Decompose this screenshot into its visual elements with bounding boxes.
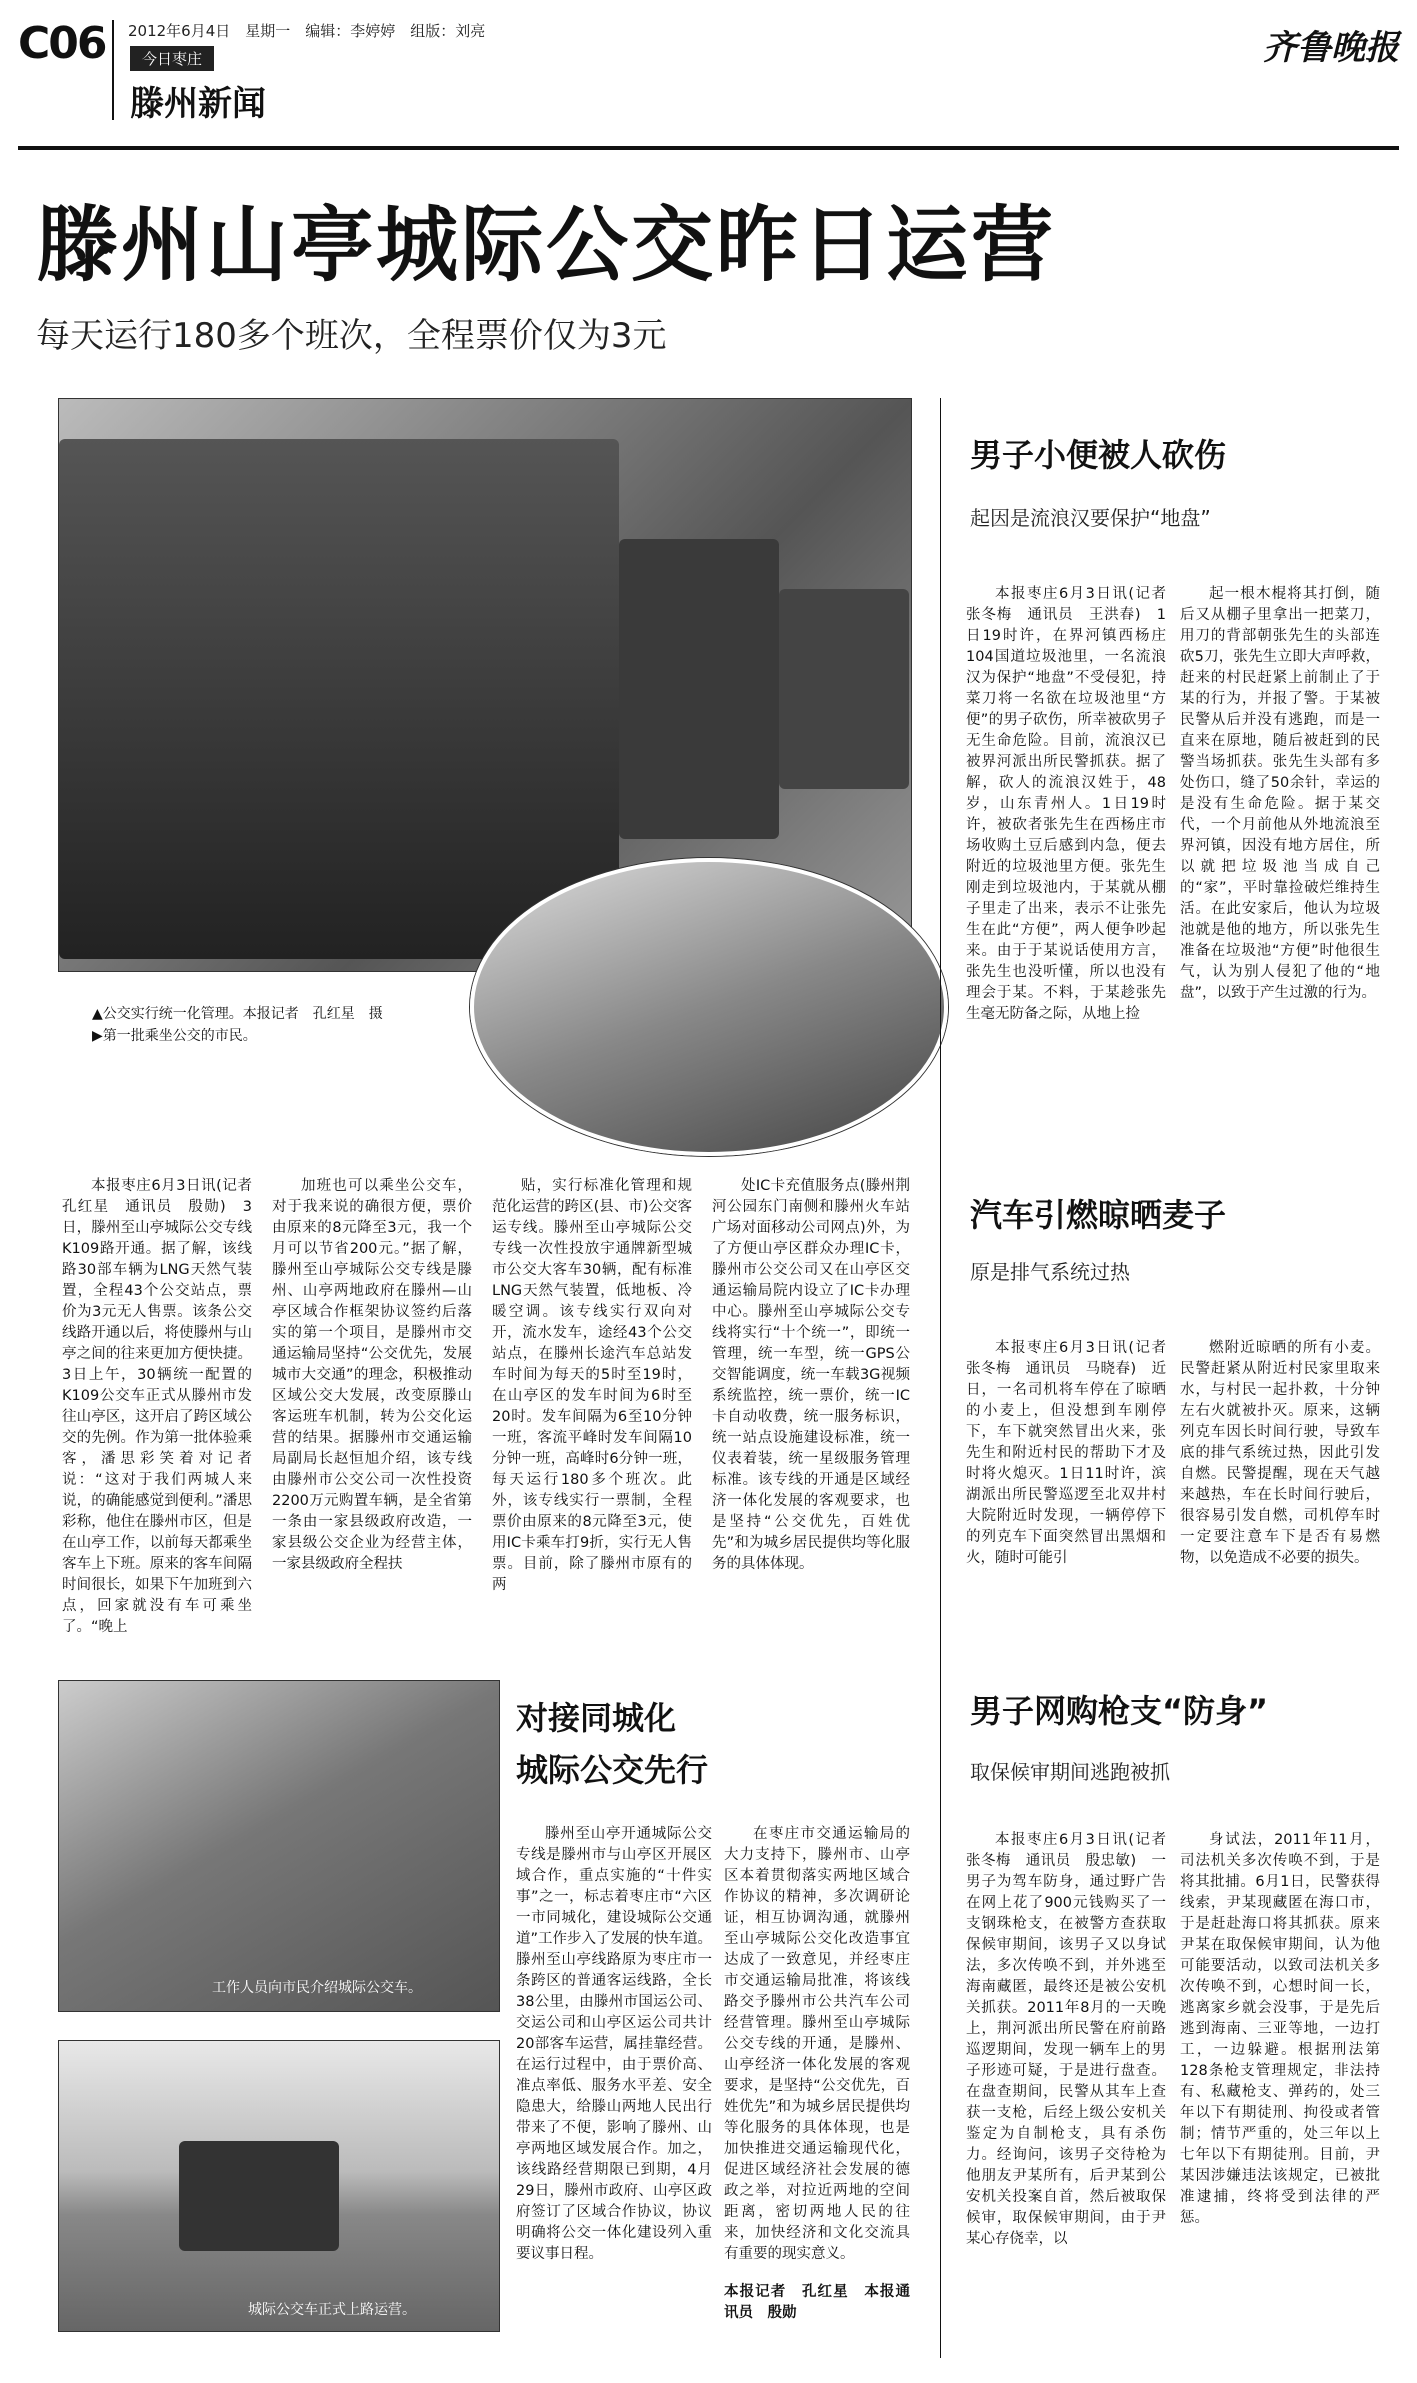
issue-meta: 2012年6月4日 星期一 编辑：李婷婷 组版：刘亮 <box>128 22 486 40</box>
sidebar-story-1-col-2: 起一根木棍将其打倒，随后又从棚子里拿出一把菜刀，用刀的背部朝张先生的头部连砍5刀，张先生立即大声呼救，赶来的村民赶紧上前制止了于某的行为，并报了警。于某被民警从后并没有逃跑，而是一直来在原地，随后被赶到的民警当场抓获。张先生头部有多处伤口，缝了50余针，幸运的是没有生命危险。据于某交代，一个月前他从外地流浪至界河镇，因没有地方居住，所以就把垃圾池当成自己的“家”，平时靠捡破烂维持生活。在此安家后，他认为垃圾池就是他的地方，所以张先生准备在垃圾池“方便”时他很生气，认为别人侵犯了他的“地盘”，以致于产生过激的行为。 <box>1180 586 1380 1001</box>
header-divider <box>112 20 114 120</box>
section-tag: 今日枣庄 <box>130 46 214 71</box>
sidebar-story-3-col-2: 身试法，2011年11月，司法机关多次传唤不到，于是将其批捕。6月1日，民警获得线索，尹某现藏匿在海口市，于是赶赴海口将其抓获。原来尹某在取保候审期间，认为他可能要活动，以致司法机关多次传唤不到，心想时间一长，逃离家乡就会没事，于是先后逃到海南、三亚等地，一边打工，一边躲避。根据刑法第128条枪支管理规定，非法持有、私藏枪支、弹药的，处三年以下有期徒刑、拘役或者管制；情节严重的，处三年以上七年以下有期徒刑。目前，尹某因涉嫌违法该规定，已被批准逮捕，终将受到法律的严惩。 <box>1180 1832 1380 2226</box>
newspaper-logo: 齐鲁晚报 <box>1263 28 1399 68</box>
sidebar-story-2-subtitle: 原是排气系统过热 <box>970 1260 1130 1284</box>
sidebar-story-2-col-1: 本报枣庄6月3日讯(记者 张冬梅 通讯员 马晓春) 近日，一名司机将车停在了晾晒的小麦上，但没想到车刚停下，车下就突然冒出火来，张先生和附近村民的帮助下才及时将火熄灭。1日11时许，滨湖派出所民警巡逻至北双井村大院附近时发现，一辆停停下的列克车下面突然冒出黑烟和火，随时可能引 <box>966 1340 1181 1566</box>
story2-photo-caption-1: 工作人员向市民介绍城际公交车。 <box>212 1980 422 1996</box>
lead-column-2: 加班也可以乘坐公交车，对于我来说的确很方便，票价由原来的8元降至3元，我一个月可以节省200元。”据了解，滕州至山亭城际公交专线是滕州、山亭两地政府在滕州—山亭区域合作框架协议签约后落实的第一个项目，是滕州市交通运输局坚持“公交优先，发展城市大交通”的理念，积极推动区域公交大发展，改变原滕山客运班车机制，转为公交化运营的结果。据滕州市交通运输局副局长赵恒旭介绍，该专线由滕州市公交公司一次性投资2200万元购置车辆，是全省第一条由一家县级政府改造，一家县级公交企业为经营主体，一家县级政府全程扶 <box>272 1178 472 1572</box>
photo-caption-2: ▶第一批乘坐公交的市民。 <box>92 1028 257 1044</box>
page-number: C06 <box>18 18 106 69</box>
sidebar-story-2-title: 汽车引燃晾晒麦子 <box>970 1196 1227 1234</box>
staff-introduce-photo <box>58 1680 500 2012</box>
header-rule <box>18 146 1399 150</box>
photo-caption-1: ▲公交实行统一化管理。本报记者 孔红星 摄 <box>92 1006 383 1022</box>
sidebar-story-3-col-1: 本报枣庄6月3日讯(记者 张冬梅 通讯员 殷忠敏) 一男子为驾车防身，通过野广告在网上花了900元钱购买了一支钢珠枪支，在被警方查获取保候审期间，该男子又以身试法，多次传唤不到，并外逃至海南藏匿，最终还是被公安机关抓获。2011年8月的一天晚上，荆河派出所民警在府前路巡逻期间，发现一辆车上的男子形迹可疑，于是进行盘查。在盘查期间，民警从其车上查获一支枪，后经上级公安机关鉴定为自制枪支，具有杀伤力。经询问，该男子交待枪为他朋友尹某所有，后尹某到公安机关投案自首，然后被取保候审，取保候审期间，由于尹某心存侥幸，以 <box>966 1832 1181 2247</box>
sidebar-story-1-subtitle: 起因是流浪汉要保护“地盘” <box>970 506 1211 530</box>
section-title: 滕州新闻 <box>130 84 266 124</box>
lead-headline: 滕州山亭城际公交昨日运营 <box>36 198 1057 293</box>
story2-column-2: 在枣庄市交通运输局的大力支持下，滕州市、山亭区本着贯彻落实两地区域合作协议的精神，多次调研论证，相互协调沟通，就滕州至山亭城际公交化改造事宜达成了一致意见，并经枣庄市交通运输局批准，将该线路交予滕州市公共汽车公司经营管理。滕州至山亭城际公交专线的开通，是滕州、山亭经济一体化发展的客观要求，是坚持“公交优先，百姓优先”和为城乡居民提供均等化服务的具体体现，也是加快推进交通运输现代化，促进区域经济社会发展的德政之举，对拉近两地的空间距离，密切两地人民的往来，加快经济和文化交流具有重要的现实意义。 <box>724 1826 910 2262</box>
story2-byline: 本报记者 孔红星 本报通讯员 殷勋 <box>724 2284 910 2321</box>
sidebar-divider <box>940 398 941 2358</box>
lead-subhead: 每天运行180多个班次，全程票价仅为3元 <box>36 316 667 356</box>
passengers-photo <box>470 858 948 1156</box>
sidebar-story-3-subtitle: 取保候审期间逃跑被抓 <box>970 1760 1170 1784</box>
story2-title-1: 对接同城化 <box>516 1699 677 1737</box>
sidebar-story-2-col-2: 燃附近晾晒的所有小麦。民警赶紧从附近村民家里取来水，与村民一起扑救，十分钟左右火就被扑灭。原来，这辆列克车因长时间行驶，导致车底的排气系统过热，因此引发自燃。民警提醒，现在天气越来越热，车在长时间行驶后，很容易引发自燃，司机停车时一定要注意车下是否有易燃物，以免造成不必要的损失。 <box>1180 1340 1380 1566</box>
story2-title-2: 城际公交先行 <box>516 1751 709 1789</box>
sidebar-story-1-title: 男子小便被人砍伤 <box>970 436 1227 474</box>
lead-column-1: 本报枣庄6月3日讯(记者 孔红星 通讯员 殷勋) 3日，滕州至山亭城际公交专线K109路开通。据了解，该线路30部车辆为LNG天然气装置，全程43个公交站点，票价为3元无人售票。该条公交线路开通以后，将使滕州与山亭之间的往来更加方便快捷。3日上午，30辆统一配置的K109公交车正式从滕州市发往山亭区，这开启了跨区域公交的先例。作为第一批体验乘客，潘思彩笑着对记者说：“这对于我们两城人来说，的确能感觉到便利。”潘思彩称，他住在滕州市区，但是在山亭工作，以前每天都乘坐客车上下班。原来的客车间隔时间很长，如果下午加班到六点，回家就没有车可乘坐了。“晚上 <box>62 1178 267 1635</box>
sidebar-story-3-title: 男子网购枪支“防身” <box>970 1692 1269 1730</box>
lead-column-4: 处IC卡充值服务点(滕州荆河公园东门南侧和滕州火车站广场对面移动公司网点)外，为了方便山亭区群众办理IC卡，滕州市公交公司又在山亭区交通运输局院内设立了IC卡办理中心。滕州至山亭城际公交专线将实行“十个统一”，即统一管理，统一车型，统一GPS公交智能调度，统一车载3G视频系统监控，统一票价，统一IC卡自动收费，统一服务标识，统一站点设施建设标准，统一仪表着装，统一星级服务管理标准。该专线的开通是区域经济一体化发展的客观要求，也是坚持“公交优先，百姓优先”和为城乡居民提供均等化服务的具体体现。 <box>712 1178 910 1572</box>
story2-column-1: 滕州至山亭开通城际公交专线是滕州市与山亭区开展区域合作，重点实施的“十件实事”之一，标志着枣庄市“六区一市同城化，建设城际公交通道”工作步入了发展的快车道。滕州至山亭线路原为枣庄市一条跨区的普通客运线路，全长38公里，由滕州市国运公司、交运公司和山亭区运公司共计20部客车运营，属挂靠经营。在运行过程中，由于票价高、准点率低、服务水平差、安全隐患大，给滕山两地人民出行带来了不便，影响了滕州、山亭两地区域发展合作。加之，该线路经营期限已到期，4月29日，滕州市政府、山亭区政府签订了区域合作协议，协议明确将公交一体化建设列入重要议事日程。 <box>516 1826 713 2262</box>
lead-column-3: 贴，实行标准化管理和规范化运营的跨区(县、市)公交客运专线。滕州至山亭城际公交专线一次性投放宇通牌新型城市公交大客车30辆，配有标准LNG天然气装置，低地板、冷暖空调。该专线实行双向对开，流水发车，途经43个公交站点，在滕州长途汽车总站发车时间为每天的5时至19时，在山亭区的发车时间为6时至20时。发车间隔为6至10分钟一班，客流平峰时发车间隔10分钟一班，高峰时6分钟一班，每天运行180多个班次。此外，该专线实行一票制，全程票价由原来的8元降至3元，使用IC卡乘车打9折，实行无人售票。目前，除了滕州市原有的两 <box>492 1178 692 1593</box>
story2-photo-caption-2: 城际公交车正式上路运营。 <box>248 2302 416 2318</box>
bus-on-road-photo <box>58 2040 500 2332</box>
sidebar-story-1-col-1: 本报枣庄6月3日讯(记者 张冬梅 通讯员 王洪春) 1日19时许，在界河镇西杨庄104国道垃圾池里，一名流浪汉为保护“地盘”不受侵犯，持菜刀将一名欲在垃圾池里“方便”的男子砍伤，所幸被砍男子无生命危险。目前，流浪汉已被界河派出所民警抓获。据了解，砍人的流浪汉姓于，48岁，山东青州人。1日19时许，被砍者张先生在西杨庄市场收购土豆后感到内急，便去附近的垃圾池里方便。张先生刚走到垃圾池内，于某就从棚子里走了出来，表示不让张先生在此“方便”，两人便争吵起来。由于于某说话使用方言，张先生也没听懂，所以也没有理会于某。不料，于某趁张先生毫无防备之际，从地上捡 <box>966 586 1181 1022</box>
